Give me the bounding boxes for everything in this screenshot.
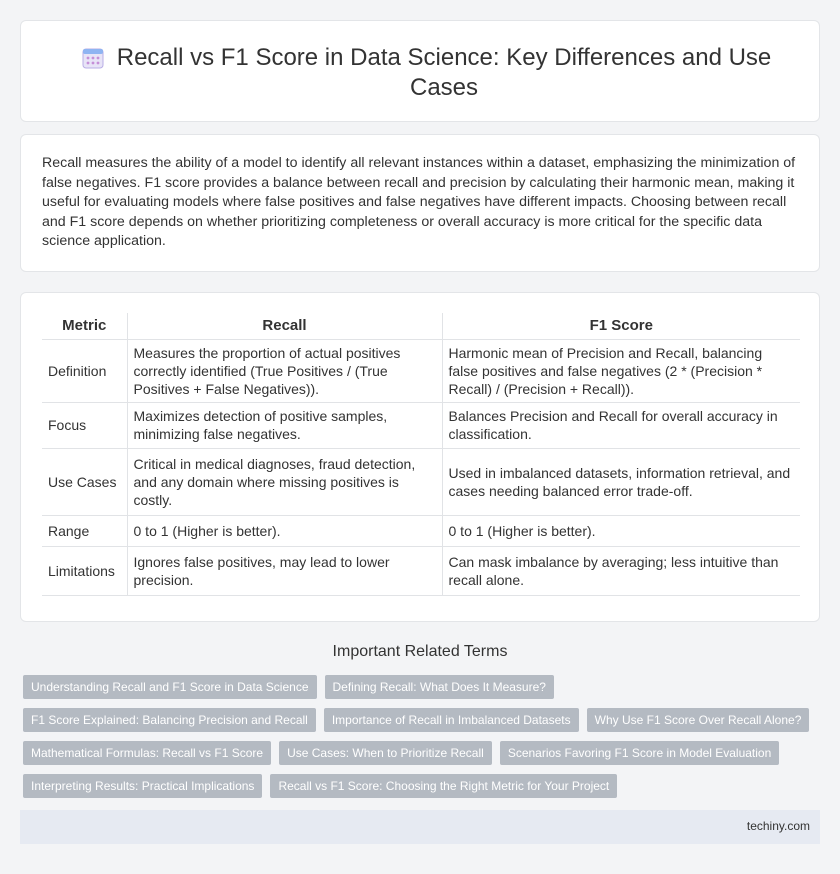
table-header-row <box>42 313 800 339</box>
related-term-tag[interactable]: Interpreting Results: Practical Implications <box>23 774 262 798</box>
table-row <box>42 448 800 515</box>
header-metric: Metric <box>42 313 127 339</box>
title-card <box>20 20 820 122</box>
row-label: Focus <box>42 402 127 448</box>
page-title: Recall vs F1 Score in Data Science: Key Differences and Use Cases <box>116 44 772 101</box>
row-label: Range <box>42 515 127 546</box>
comparison-table <box>42 313 800 596</box>
related-term-tag[interactable]: Importance of Recall in Imbalanced Datasets <box>324 708 579 732</box>
related-term-tag[interactable]: Defining Recall: What Does It Measure? <box>325 675 554 699</box>
footer <box>20 810 820 844</box>
tag-row <box>23 675 803 699</box>
row-label: Definition <box>42 339 127 402</box>
related-term-tag[interactable]: F1 Score Explained: Balancing Precision and Recall <box>23 708 316 732</box>
row-label: Limitations <box>42 546 127 595</box>
recall-cell: Maximizes detection of positive samples, minimizing false negatives. <box>127 402 442 448</box>
comparison-table-card <box>20 292 820 622</box>
related-terms-title: Important Related Terms <box>332 643 508 660</box>
related-term-tag[interactable]: Use Cases: When to Prioritize Recall <box>279 741 492 765</box>
recall-cell: 0 to 1 (Higher is better). <box>127 515 442 546</box>
related-terms-list <box>23 675 803 807</box>
tag-row <box>23 741 803 765</box>
related-term-tag[interactable]: Recall vs F1 Score: Choosing the Right Metric for Your Project <box>270 774 617 798</box>
intro-card <box>20 134 820 272</box>
f1-cell: Used in imbalanced datasets, information retrieval, and cases needing balanced error trade-off. <box>442 448 800 515</box>
tag-row <box>23 708 803 732</box>
recall-cell: Measures the proportion of actual positives correctly identified (True Positives / (True Positives + False Negatives)). <box>127 339 442 402</box>
recall-cell: Ignores false positives, may lead to lower precision. <box>127 546 442 595</box>
related-term-tag[interactable]: Mathematical Formulas: Recall vs F1 Score <box>23 741 271 765</box>
table-row <box>42 402 800 448</box>
related-term-tag[interactable]: Understanding Recall and F1 Score in Data Science <box>23 675 317 699</box>
table-row <box>42 339 800 402</box>
f1-cell: Balances Precision and Recall for overall accuracy in classification. <box>442 402 800 448</box>
header-recall: Recall <box>127 313 442 339</box>
f1-cell: Harmonic mean of Precision and Recall, balancing false positives and false negatives (2 * (Precision * Recall) / (Precision + Recall)). <box>442 339 800 402</box>
table-row <box>42 546 800 595</box>
row-label: Use Cases <box>42 448 127 515</box>
footer-site-link[interactable]: techiny.com <box>746 819 810 833</box>
table-row <box>42 515 800 546</box>
related-term-tag[interactable]: Why Use F1 Score Over Recall Alone? <box>587 708 810 732</box>
tag-row <box>23 774 803 798</box>
f1-cell: 0 to 1 (Higher is better). <box>442 515 800 546</box>
f1-cell: Can mask imbalance by averaging; less intuitive than recall alone. <box>442 546 800 595</box>
recall-cell: Critical in medical diagnoses, fraud detection, and any domain where missing positives is costly. <box>127 448 442 515</box>
related-term-tag[interactable]: Scenarios Favoring F1 Score in Model Evaluation <box>500 741 779 765</box>
header-f1-score: F1 Score <box>442 313 800 339</box>
intro-paragraph: Recall measures the ability of a model to identify all relevant instances within a dataset, emphasizing the minimization of false negatives. F1 score provides a balance between recall and precision by calculating their harmonic mean, making it useful for evaluating models where false positives and false negatives have different impacts. Choosing between recall and F1 score depends on whether prioritizing completeness or overall accuracy is more critical for the specific data science application. <box>42 155 796 250</box>
